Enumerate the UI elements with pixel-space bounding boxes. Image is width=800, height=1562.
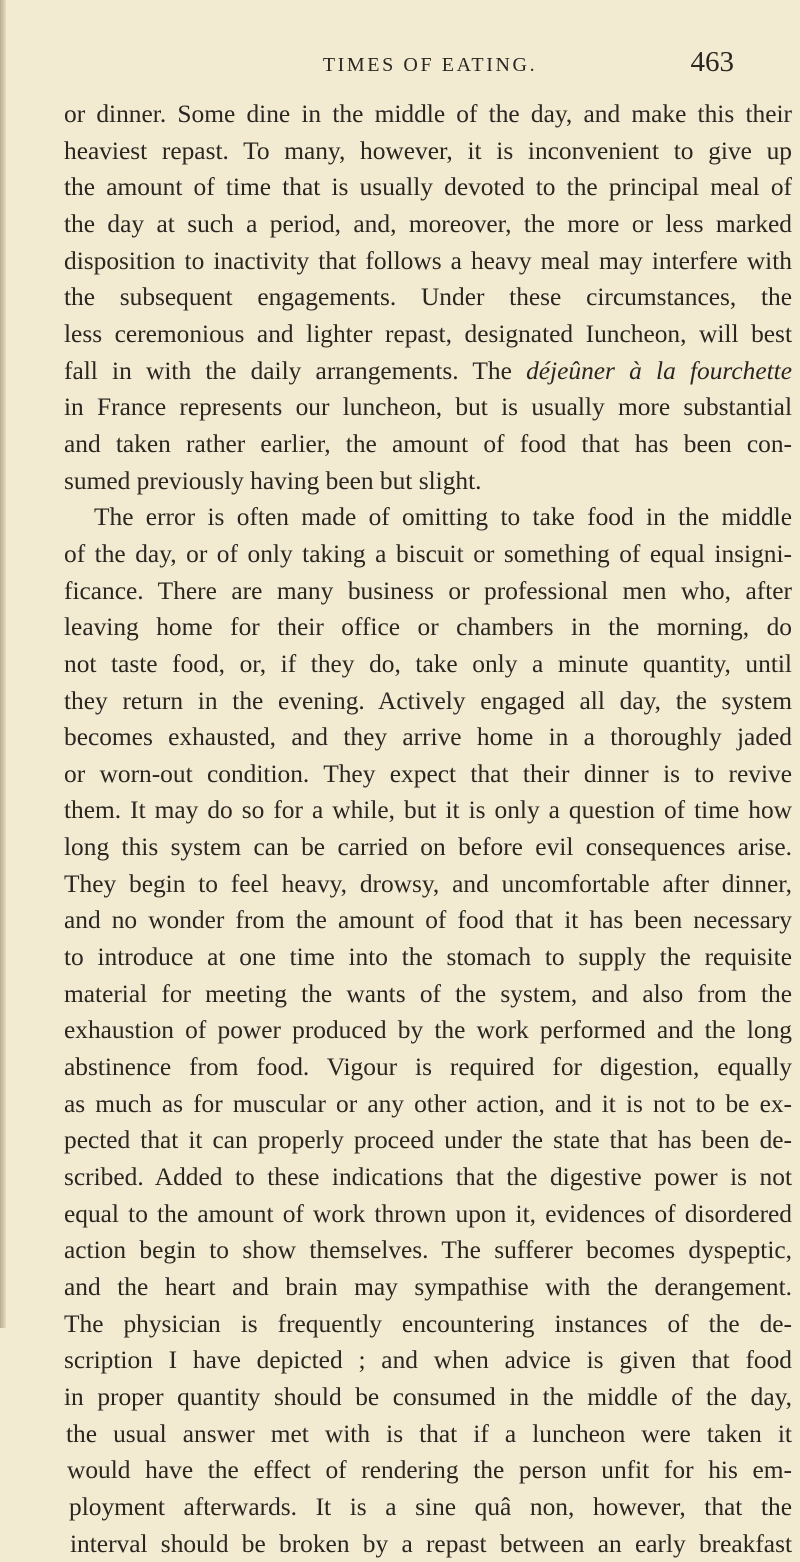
text-line: in proper quantity should be consumed in the middle of the day, — [64, 1382, 792, 1411]
page-number: 463 — [690, 46, 734, 78]
text-line: becomes exhausted, and they arrive home in a thoroughly jaded — [64, 723, 792, 752]
running-title: TIMES OF EATING. — [322, 54, 538, 76]
text-line: and the heart and brain may sympathise with the derangement. — [64, 1273, 792, 1301]
text-line: action begin to show themselves. The sufferer becomes dyspeptic, — [64, 1236, 792, 1265]
text-line: equal to the amount of work thrown upon it, evidences of disordered — [64, 1199, 792, 1228]
text-line: ficance. There are many business or professional men who, after — [64, 576, 792, 605]
text-line: pected that it can properly proceed under the state that has been de- — [64, 1126, 792, 1155]
text-line: to introduce at one time into the stomach to supply the requisite — [64, 943, 792, 972]
text-line: the subsequent engagements. Under these circumstances, the — [64, 283, 792, 312]
text-line: ployment afterwards. It is a sine quâ non, however, that the — [69, 1492, 792, 1521]
text-line: heaviest repast. To many, however, it is inconvenient to give up — [64, 136, 792, 165]
text-line: exhaustion of power produced by the work performed and the long — [64, 1016, 792, 1045]
french-phrase: déjeûner à la fourchette — [526, 356, 792, 385]
text-line: not taste food, or, if they do, take only a minute quantity, until — [64, 649, 792, 678]
text-line — [64, 353, 792, 390]
text-line: the usual answer met with is that if a luncheon were taken it — [66, 1419, 792, 1448]
text-line: material for meeting the wants of the system, and also from the — [64, 979, 792, 1008]
text-line: The physician is frequently encountering instances of the de- — [64, 1309, 792, 1338]
text-line: scription I have depicted ; and when advice is given that food — [64, 1346, 792, 1375]
text-line: the day at such a period, and, moreover, the more or less marked — [64, 209, 792, 238]
text-line: They begin to feel heavy, drowsy, and uncomfortable after dinner, — [64, 869, 792, 898]
text-line: and taken rather earlier, the amount of food that has been con- — [64, 429, 792, 458]
text-line: as much as for muscular or any other action, and it is not to be ex- — [64, 1089, 792, 1118]
text-line: less ceremonious and lighter repast, designated Iuncheon, will best — [64, 319, 792, 348]
text-run: fall in with the daily arrangements. The — [64, 356, 527, 385]
text-line: abstinence from food. Vigour is required for digestion, equally — [64, 1053, 792, 1082]
text-line: in France represents our luncheon, but is usually more substantial — [64, 393, 792, 422]
body-text — [64, 96, 792, 1562]
text-line: the amount of time that is usually devoted to the principal meal of — [64, 173, 792, 202]
page-header — [60, 46, 800, 92]
text-line: they return in the evening. Actively engaged all day, the system — [64, 686, 792, 715]
text-line: of the day, or of only taking a biscuit or something of equal insigni- — [64, 539, 792, 568]
text-line: or dinner. Some dine in the middle of the day, and make this their — [64, 100, 792, 128]
text-line: long this system can be carried on before evil consequences arise. — [64, 833, 792, 862]
page-binding-edge — [0, 0, 6, 1328]
text-line: and no wonder from the amount of food that it has been necessary — [64, 906, 792, 935]
text-line: interval should be broken by a repast between an early breakfast — [70, 1529, 792, 1558]
text-line: them. It may do so for a while, but it is only a question of time how — [64, 796, 792, 825]
text-line: would have the effect of rendering the person unfit for his em- — [67, 1456, 792, 1485]
text-line: scribed. Added to these indications that the digestive power is not — [64, 1163, 792, 1192]
text-line: leaving home for their office or chambers in the morning, do — [64, 613, 792, 642]
text-line: or worn-out condition. They expect that their dinner is to revive — [64, 759, 792, 788]
text-line: sumed previously having been but slight. — [64, 466, 482, 495]
paragraph-first-line: The error is often made of omitting to take food in the middle — [94, 503, 792, 532]
text-line: disposition to inactivity that follows a heavy meal may interfere with — [64, 246, 792, 275]
